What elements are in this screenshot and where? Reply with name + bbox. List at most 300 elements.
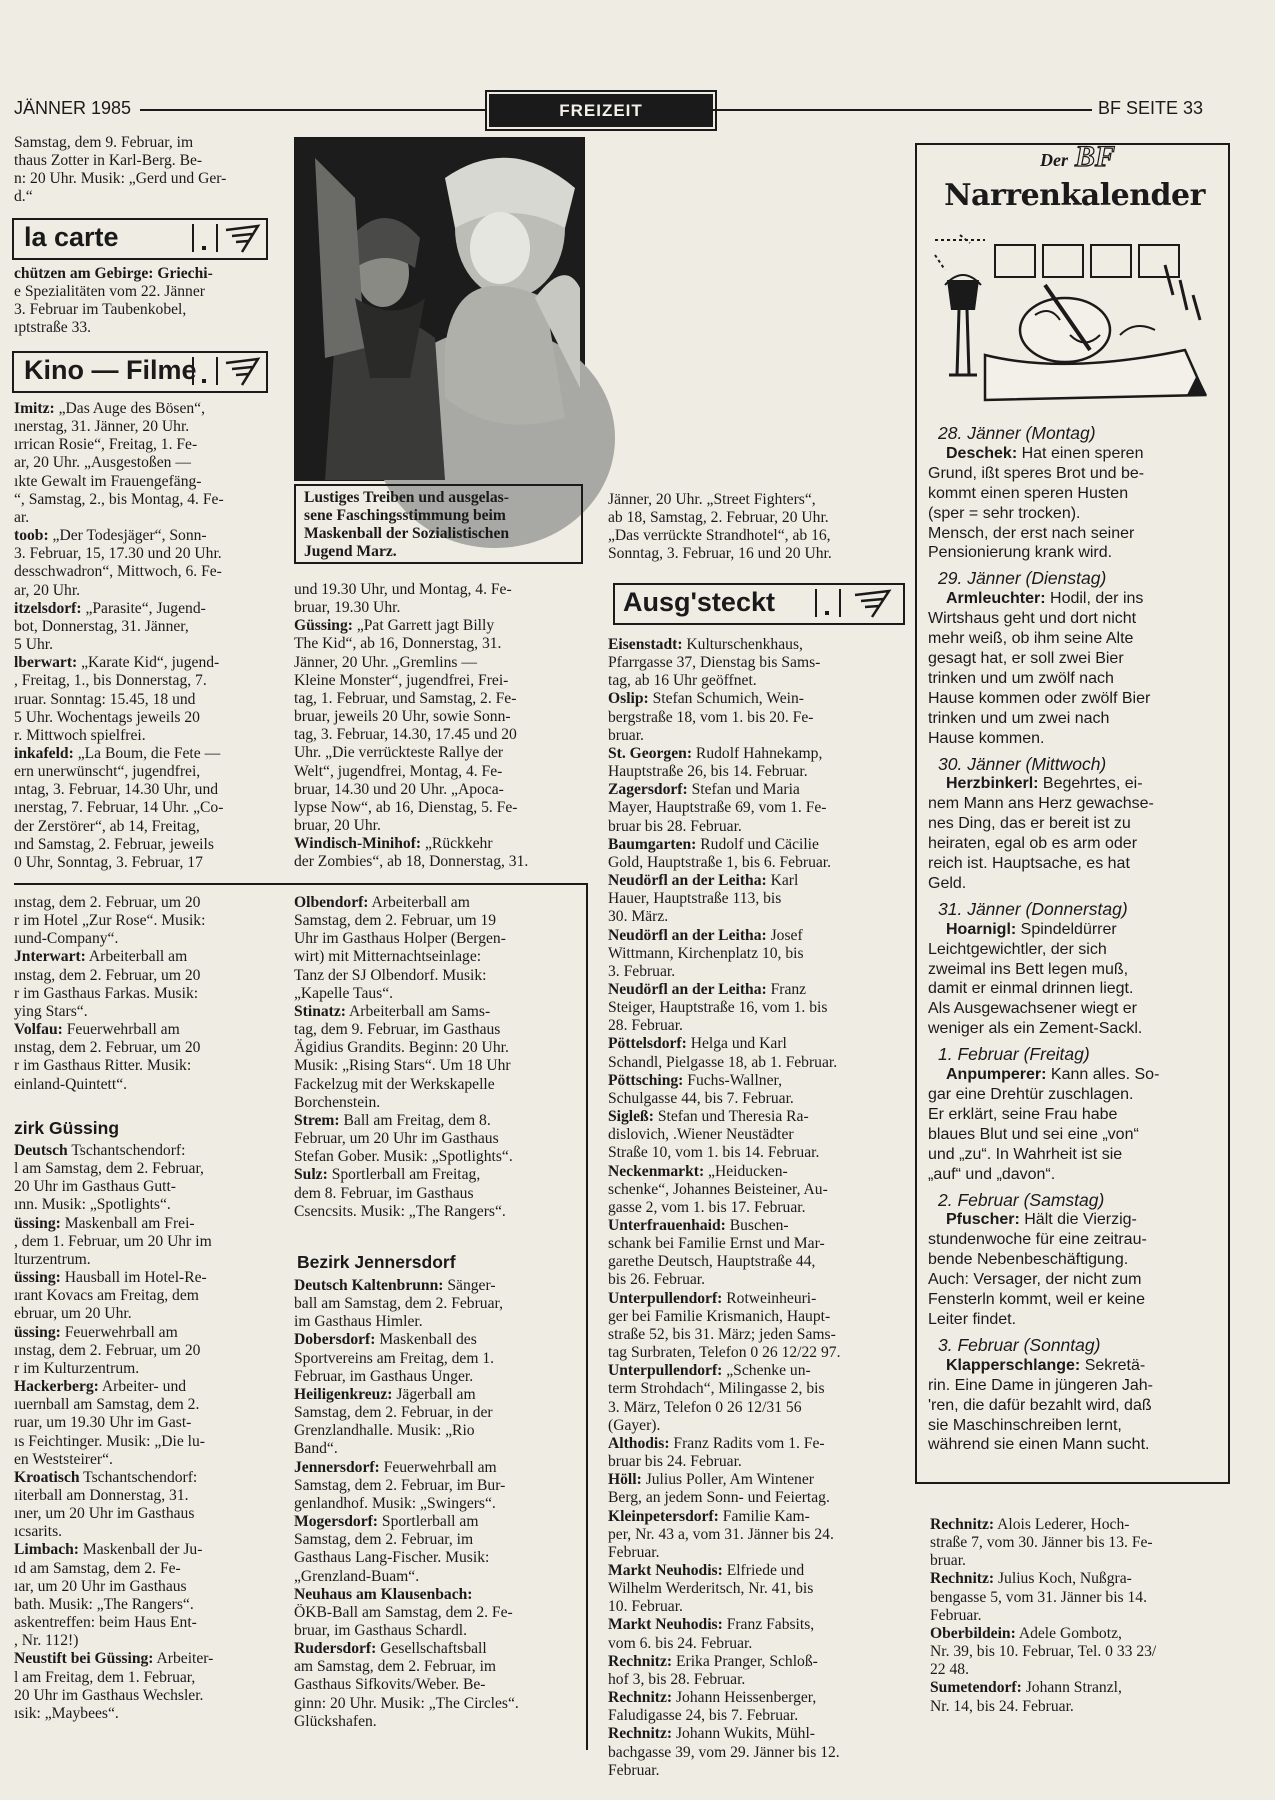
text-line: ıptstraße 33. — [14, 319, 92, 337]
listing-line — [14, 654, 276, 672]
listing-text: lturzentrum. — [14, 1250, 91, 1268]
listing-place: Jnterwart: — [14, 948, 86, 966]
listing-line — [294, 853, 586, 871]
text-line: thaus Zotter in Karl-Berg. Be- — [14, 152, 203, 170]
listing-text: Februar, um 20 Uhr im Gasthaus — [294, 1130, 499, 1148]
listing-line — [294, 1513, 580, 1531]
listing-text: Gold, Hauptstraße 1, bis 6. Februar. — [608, 853, 832, 871]
listing-text: ıntag, 3. Februar, 14.30 Uhr, und — [14, 781, 219, 799]
calendar-term: Pfuscher: — [946, 1211, 1020, 1229]
listing-text: (Gayer). — [608, 1416, 661, 1434]
listing-line — [608, 1526, 904, 1544]
listing-line — [14, 1324, 276, 1342]
listing-line — [608, 781, 904, 799]
listing-line — [608, 999, 904, 1017]
listing-place: Eisenstadt: — [608, 636, 683, 653]
col1-ball-listings — [14, 894, 276, 1100]
listing-line — [294, 1676, 580, 1694]
listing-line — [294, 1094, 580, 1112]
listing-place: Hackerberg: — [14, 1378, 99, 1396]
listing-place: St. Georgen: — [608, 744, 693, 762]
listing-text: Kleine Monster“, jugendfrei, Frei- — [294, 671, 509, 689]
listing-text: Maskenball der Ju- — [78, 1541, 203, 1559]
listing-text: dem 8. Februar, im Gasthaus — [294, 1184, 474, 1202]
calendar-line — [928, 709, 1218, 729]
listing-text: Helga und Karl — [686, 1035, 787, 1053]
calendar-term: Anpumperer: — [946, 1066, 1047, 1084]
listing-place: Deutsch — [14, 1142, 68, 1159]
listing-text: Franz Radits vom 1. Fe- — [669, 1434, 825, 1452]
listing-text: Arbeiterball am Sams- — [345, 1002, 491, 1020]
calendar-line — [928, 1310, 1218, 1330]
listing-place: Rechnitz: — [608, 1652, 673, 1670]
calendar-line — [928, 669, 1218, 689]
listing-line — [294, 1112, 580, 1130]
listing-text: ınstag, dem 2. Februar, um 20 — [14, 966, 201, 984]
listing-text: Steiger, Hauptstraße 16, vom 1. bis — [608, 999, 828, 1017]
listing-line — [608, 1090, 904, 1108]
listing-place: Olbendorf: — [294, 894, 369, 911]
listing-line — [14, 672, 276, 690]
header-date: JÄNNER 1985 — [14, 98, 132, 118]
listing-line — [608, 836, 904, 854]
listing-text: Stefan Schumich, Wein- — [648, 690, 804, 708]
listing-text: Feuerwehrball am — [379, 1458, 497, 1476]
listing-text: Samstag, dem 2. Februar, in der — [294, 1404, 493, 1422]
listing-line — [294, 1076, 580, 1094]
calendar-line — [928, 1165, 1218, 1185]
narrenkalender-entries — [928, 418, 1218, 1468]
listing-text: Johann Stranzl, — [1021, 1679, 1122, 1697]
calendar-text: 'ren, die dafür bezahlt wird, daß — [928, 1396, 1152, 1414]
listing-line — [14, 967, 276, 985]
listing-text: ar, 20 Uhr. — [14, 581, 81, 599]
listing-place: Jennersdorf: — [294, 1458, 380, 1476]
calendar-line — [928, 794, 1218, 814]
listing-place: itzelsdorf: — [14, 599, 82, 617]
listing-line — [14, 1039, 276, 1057]
listing-text: bath. Musik: „The Rangers“. — [14, 1595, 194, 1613]
listing-line — [294, 1203, 580, 1221]
listing-text: bruar, im Gasthaus Schardl. — [294, 1621, 468, 1639]
listing-line — [14, 1305, 276, 1323]
listing-text: Sportvereins am Freitag, dem 1. — [294, 1349, 495, 1367]
listing-line — [608, 745, 904, 763]
listing-text: Sportlerball am — [378, 1513, 479, 1531]
listing-place: Pöttsching: — [608, 1071, 684, 1089]
listing-text: Februar. — [608, 1543, 660, 1561]
listing-text: ger bei Familie Krismanich, Haupt- — [608, 1307, 831, 1325]
listing-text: bruar bis 24. Februar. — [608, 1453, 742, 1471]
listing-text: Rotweinheuri- — [722, 1289, 817, 1307]
calendar-line — [928, 649, 1218, 669]
calendar-text: Hält die Vierzig- — [1019, 1211, 1137, 1229]
col2-kino-continued — [294, 581, 586, 876]
listing-text: Samstag, dem 2. Februar, um 19 — [294, 912, 497, 930]
listing-text: Samstag, dem 2. Februar, im Bur- — [294, 1476, 506, 1494]
listing-place: Neckenmarkt: — [608, 1162, 705, 1180]
listing-text: Familie Kam- — [718, 1507, 810, 1525]
listing-line — [14, 1021, 276, 1039]
listing-line — [608, 1471, 904, 1489]
calendar-term: Klapperschlange: — [946, 1356, 1081, 1374]
listing-text: ball am Samstag, dem 2. Februar, — [294, 1295, 503, 1313]
listing-text: „Das Auge des Bösen“, — [54, 400, 205, 417]
listing-line — [14, 1057, 276, 1075]
listing-text: , Freitag, 1., bis Donnerstag, 7. — [14, 672, 207, 690]
calendar-line — [928, 1416, 1218, 1436]
calendar-line — [928, 960, 1218, 980]
listing-text: garethe Deutsch, Hauptstraße 44, — [608, 1253, 816, 1271]
listing-text: Jänner, 20 Uhr. „Street Fighters“, — [608, 491, 816, 508]
listing-line — [14, 1360, 276, 1378]
calendar-term: Hoarnigl: — [946, 920, 1017, 938]
listing-place: Zagersdorf: — [608, 781, 688, 799]
listing-text: Ägidius Grandits. Beginn: 20 Uhr. — [294, 1039, 509, 1057]
listing-line — [294, 1021, 580, 1039]
text-line: Lustiges Treiben und ausgelas- — [304, 489, 509, 506]
section-marker — [815, 589, 841, 617]
listing-line — [14, 418, 276, 436]
listing-text: „Rückkehr — [421, 835, 493, 853]
listing-line — [608, 1271, 904, 1289]
listing-line — [294, 1568, 580, 1586]
calendar-text: weniger als ein Zement-Sackl. — [928, 1020, 1143, 1038]
listing-line — [14, 1541, 276, 1559]
listing-line — [14, 1269, 276, 1287]
listing-text: 3. Februar. — [608, 962, 676, 980]
listing-line — [14, 1632, 276, 1650]
listing-text: Gasthaus Sifkovits/Weber. Be- — [294, 1676, 486, 1694]
listing-line — [14, 818, 276, 836]
listing-line — [608, 1253, 904, 1271]
listing-line — [608, 1344, 904, 1362]
listing-place: Mogersdorf: — [294, 1513, 378, 1531]
listing-text: ıruar. Sonntag: 15.45, 18 und — [14, 690, 196, 708]
listing-line — [14, 1451, 276, 1469]
listing-line — [294, 1549, 580, 1567]
calendar-day: 28. Jänner (Montag) — [938, 423, 1096, 443]
col4-ausgsteckt-continued — [930, 1516, 1228, 1736]
listing-line — [608, 1417, 904, 1435]
listing-place: Sulz: — [294, 1166, 328, 1184]
listing-line — [294, 1713, 580, 1731]
listing-place: Baumgarten: — [608, 835, 697, 853]
listing-line — [14, 1142, 276, 1160]
listing-text: Maskenball des — [375, 1331, 477, 1349]
listing-line — [608, 1453, 904, 1471]
listing-line — [608, 727, 904, 745]
listing-line — [608, 1326, 904, 1344]
listing-line — [14, 1287, 276, 1305]
listing-place: Höll: — [608, 1471, 642, 1489]
calendar-line — [928, 920, 1218, 940]
listing-line — [608, 1163, 904, 1181]
col1-alacarte — [14, 265, 276, 338]
calendar-text: Geld. — [928, 874, 967, 892]
calendar-line — [928, 1270, 1218, 1290]
listing-line — [294, 1003, 580, 1021]
listing-line — [608, 1054, 904, 1072]
listing-place: Althodis: — [608, 1434, 670, 1452]
listing-line — [294, 581, 586, 599]
listing-line — [608, 1725, 904, 1743]
listing-text: bruar. — [608, 726, 644, 744]
listing-text: bachgasse 39, vom 29. Jänner bis 12. — [608, 1743, 840, 1761]
listing-text: Hauptstraße 26, bis 14. Februar. — [608, 763, 808, 781]
listing-line — [608, 1380, 904, 1398]
listing-text: der Zerstörer“, ab 14, Freitag, — [14, 817, 200, 835]
listing-text: Sportlerball am Freitag, — [327, 1166, 481, 1184]
listing-text: „Heiducken- — [704, 1162, 788, 1180]
listing-line — [294, 1658, 580, 1676]
listing-line — [294, 1604, 580, 1622]
listing-text: Borchenstein. — [294, 1093, 381, 1111]
listing-line — [294, 635, 586, 653]
stamp-icon — [851, 587, 893, 619]
calendar-day: 1. Februar (Freitag) — [938, 1044, 1090, 1065]
listing-line — [930, 1570, 1228, 1588]
listing-place: Deutsch Kaltenbrunn: — [294, 1277, 444, 1294]
col3-ausgsteckt-listings — [608, 636, 904, 1779]
listing-place: Unterfrauenhaid: — [608, 1217, 726, 1234]
listing-line — [14, 1505, 276, 1523]
bezirk-heading-guessing: zirk Güssing — [14, 1118, 120, 1138]
listing-text: im Gasthaus Himler. — [294, 1313, 423, 1331]
listing-text: Sänger- — [443, 1277, 496, 1294]
listing-place: Stinatz: — [294, 1002, 346, 1020]
calendar-text: Auch: Versager, der nicht zum — [928, 1271, 1142, 1289]
calendar-line — [928, 999, 1218, 1019]
listing-text: Welt“, jugendfrei, Montag, 4. Fe- — [294, 762, 503, 780]
listing-line — [294, 1495, 580, 1513]
listing-line — [294, 763, 586, 781]
col1-kino-listings — [14, 400, 276, 875]
listing-line — [608, 799, 904, 817]
text-line: e Spezialitäten vom 22. Jänner — [14, 283, 205, 301]
listing-place: üssing: — [14, 1323, 61, 1341]
calendar-line — [928, 1396, 1218, 1416]
listing-line — [14, 1378, 276, 1396]
listing-text: schank bei Familie Ernst und Mar- — [608, 1235, 825, 1253]
listing-text: term Strohdach“, Milingasse 2, bis — [608, 1380, 825, 1398]
calendar-text: Spindeldürrer — [1016, 920, 1117, 938]
listing-text: genlandhof. Musik: „Swingers“. — [294, 1494, 496, 1512]
listing-place: Rechnitz: — [930, 1570, 995, 1588]
listing-line — [14, 1596, 276, 1614]
calendar-text: während sie einen Mann sucht. — [928, 1436, 1150, 1454]
calendar-line — [928, 834, 1218, 854]
listing-text: tag, ab 16 Uhr geöffnet. — [608, 672, 757, 690]
listing-text: schenke“, Johannes Beisteiner, Au- — [608, 1180, 828, 1198]
listing-text: Faludigasse 24, bis 7. Februar. — [608, 1707, 799, 1725]
listing-text: Tschantschendorf: — [67, 1142, 186, 1159]
calendar-text: Fensterln kommt, weil er keine — [928, 1291, 1145, 1309]
listing-place: üssing: — [14, 1214, 61, 1232]
listing-text: Gesellschaftsball — [376, 1640, 487, 1658]
calendar-text: trinken und um zwölf nach — [928, 669, 1114, 687]
listing-line — [14, 1233, 276, 1251]
calendar-line — [928, 1356, 1218, 1376]
listing-place: lberwart: — [14, 654, 78, 672]
calendar-line — [928, 524, 1218, 544]
bf-logo: BF — [1075, 140, 1116, 173]
listing-text: ıs Feichtinger. Musik: „Die lu- — [14, 1432, 206, 1450]
listing-line — [294, 1368, 580, 1386]
calendar-text: bende Nebenbeschäftigung. — [928, 1251, 1129, 1269]
listing-line — [294, 1586, 580, 1604]
listing-text: Straße 10, vom 1. bis 14. Februar. — [608, 1144, 820, 1162]
calendar-line — [928, 589, 1218, 609]
text-line: chützen am Gebirge: Griechi- — [14, 265, 213, 282]
listing-line — [608, 1598, 904, 1616]
listing-text: und 19.30 Uhr, und Montag, 4. Fe- — [294, 581, 512, 598]
listing-line — [608, 890, 904, 908]
calendar-line — [928, 1085, 1218, 1105]
section-header-kino — [12, 351, 268, 393]
listing-text: Franz — [766, 980, 807, 998]
listing-line — [294, 1295, 580, 1313]
listing-text: bruar bis 28. Februar. — [608, 817, 742, 835]
listing-line — [14, 618, 276, 636]
listing-text: gasse 2, vom 1. bis 17. Februar. — [608, 1198, 806, 1216]
text-line: Samstag, dem 9. Februar, im — [14, 134, 194, 151]
listing-line — [930, 1625, 1228, 1643]
listing-text: 5 Uhr. — [14, 636, 53, 654]
listing-text: Hauer, Hauptstraße 113, bis — [608, 890, 782, 908]
listing-text: bot, Donnerstag, 31. Jänner, — [14, 617, 189, 635]
listing-line — [14, 1614, 276, 1632]
listing-line — [14, 600, 276, 618]
listing-line — [608, 872, 904, 890]
listing-line — [14, 1433, 276, 1451]
calendar-text: Grund, ißt speres Brot und be- — [928, 464, 1145, 482]
listing-line — [14, 1396, 276, 1414]
listing-text: Elfriede und — [722, 1561, 805, 1579]
listing-line — [608, 927, 904, 945]
listing-text: bruar. — [930, 1552, 966, 1570]
listing-text: 3. März, Telefon 0 26 12/31 56 — [608, 1398, 802, 1416]
listing-text: Jänner, 20 Uhr. „Gremlins — — [294, 653, 477, 671]
listing-line — [294, 1277, 580, 1295]
listing-text: ab 18, Samstag, 2. Februar, 20 Uhr. — [608, 509, 829, 527]
listing-text: Stefan und Theresia Ra- — [653, 1108, 809, 1126]
calendar-text: heiraten, egal ob es arm oder — [928, 835, 1138, 853]
listing-place: toob: — [14, 527, 49, 545]
listing-text: 0 Uhr, Sonntag, 3. Februar, 17 — [14, 853, 203, 871]
listing-text: bruar, 19.30 Uhr. — [294, 599, 401, 617]
listing-text: ıkte Gewalt im Frauengefäng- — [14, 472, 202, 490]
listing-text: ınstag, dem 2. Februar, um 20 — [14, 894, 201, 911]
listing-place: Neudörfl an der Leitha: — [608, 926, 767, 944]
calendar-term: Herzbinkerl: — [946, 775, 1039, 793]
calendar-line — [928, 1376, 1218, 1396]
listing-line — [608, 527, 904, 545]
listing-line — [14, 1196, 276, 1214]
listing-line — [14, 473, 276, 491]
listing-line — [14, 781, 276, 799]
listing-text: Nr. 14, bis 24. Februar. — [930, 1697, 1074, 1715]
calendar-text: Als Ausgewachsener wiegt er — [928, 1000, 1137, 1018]
listing-line — [14, 745, 276, 763]
calendar-text: Leiter findet. — [928, 1310, 1017, 1328]
calendar-line — [928, 1125, 1218, 1145]
listing-line — [294, 985, 580, 1003]
listing-line — [14, 1251, 276, 1269]
calendar-line — [928, 1230, 1218, 1250]
listing-line — [294, 1331, 580, 1349]
listing-line — [608, 1399, 904, 1417]
listing-text: der Zombies“, ab 18, Donnerstag, 31. — [294, 853, 529, 871]
calendar-line — [928, 874, 1218, 894]
calendar-line — [928, 729, 1218, 749]
listing-line — [294, 912, 580, 930]
listing-line — [294, 726, 586, 744]
listing-place: Strem: — [294, 1111, 340, 1129]
listing-text: ıund-Company“. — [14, 930, 119, 948]
listing-line — [14, 1523, 276, 1541]
photo-image — [295, 138, 584, 480]
narrenkalender-title: Narrenkalender — [944, 178, 1205, 213]
listing-line — [14, 691, 276, 709]
listing-text: Ball am Freitag, dem 8. — [339, 1111, 491, 1129]
listing-place: Markt Neuhodis: — [608, 1561, 723, 1579]
listing-line — [14, 930, 276, 948]
calendar-text: Hause kommen. — [928, 729, 1045, 747]
listing-place: Sigleß: — [608, 1108, 654, 1126]
calendar-text: und „zu“. In Wahrheit ist sie — [928, 1145, 1123, 1163]
listing-text: „Schenke un- — [722, 1362, 811, 1380]
listing-line — [14, 1650, 276, 1668]
listing-line — [294, 817, 586, 835]
listing-text: „Pat Garrett jagt Billy — [352, 617, 495, 635]
listing-line — [14, 1469, 276, 1487]
listing-place: Imitz: — [14, 400, 55, 417]
listing-line — [294, 1185, 580, 1203]
listing-text: Hausball im Hotel-Re- — [60, 1269, 207, 1287]
listing-text: vom 6. bis 24. Februar. — [608, 1634, 753, 1652]
listing-text: ırrican Rosie“, Freitag, 1. Fe- — [14, 436, 198, 454]
listing-place: Neustift bei Güssing: — [14, 1650, 154, 1668]
listing-line — [14, 1687, 276, 1705]
listing-text: Schandl, Pielgasse 18, ab 1. Februar. — [608, 1053, 838, 1071]
section-title: Ausg'steckt — [623, 587, 775, 617]
listing-text: Berg, an jedem Sonn- und Feiertag. — [608, 1489, 830, 1507]
calendar-line — [928, 1290, 1218, 1310]
calendar-text: Mensch, der erst nach seiner — [928, 524, 1135, 542]
calendar-text: blaues Blut und sei eine „von“ — [928, 1125, 1139, 1143]
calendar-text: Begehrtes, ei- — [1038, 775, 1143, 793]
listing-line — [14, 1669, 276, 1687]
calendar-text: sie Maschinschreiben lernt, — [928, 1416, 1122, 1434]
col1-intro — [14, 134, 276, 207]
calendar-text: Hause kommen oder zwölf Bier — [928, 689, 1151, 707]
listing-text: ırant Kovacs am Freitag, dem — [14, 1287, 199, 1305]
listing-text: Julius Koch, Nußgra- — [994, 1570, 1132, 1588]
sleeping-man-illustration — [925, 225, 1220, 420]
listing-text: r im Gasthaus Ritter. Musik: — [14, 1057, 192, 1075]
listing-line — [14, 799, 276, 817]
narrenkalender-title-small: Der — [1040, 150, 1068, 170]
listing-text: ÖKB-Ball am Samstag, dem 2. Fe- — [294, 1603, 513, 1621]
listing-text: Kulturschenkhaus, — [682, 636, 803, 653]
listing-text: einland-Quintett“. — [14, 1075, 128, 1093]
listing-place: Neudörfl an der Leitha: — [608, 872, 767, 890]
listing-line — [294, 835, 586, 853]
listing-text: ınstag, dem 2. Februar, um 20 — [14, 1039, 201, 1057]
calendar-text: kommt einen speren Husten — [928, 484, 1129, 502]
calendar-day: 2. Februar (Samstag) — [938, 1189, 1105, 1210]
